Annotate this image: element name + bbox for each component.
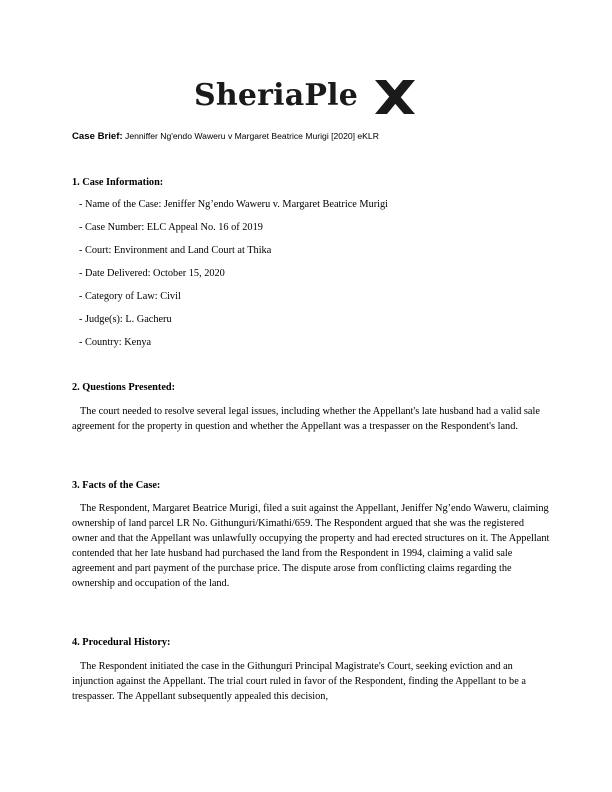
case-brief-line [72, 131, 379, 142]
heading-facts: 3. Facts of the Case: [72, 480, 161, 491]
info-case-number: - Case Number: ELC Appeal No. 16 of 2019 [79, 222, 263, 233]
logo-x-mark [375, 80, 415, 114]
info-country: - Country: Kenya [79, 337, 152, 348]
questions-paragraph: The court needed to resolve several legal issues, including whether the Appellant's late husband had a valid sale agreement for the property in question and whether the Appellant was a trespasser on the Respondent's land. [72, 406, 540, 432]
heading-procedural-history: 4. Procedural History: [72, 637, 171, 648]
info-date-delivered: - Date Delivered: October 15, 2020 [79, 268, 225, 279]
procedural-history-paragraph: The Respondent initiated the case in the Githunguri Principal Magistrate's Court, seeking eviction and an injunction against the Appellant. The trial court ruled in favor of the Respondent, finding the Appellant to be a trespasser. The Appellant subsequently appealed this decision, [72, 661, 526, 702]
case-brief-label: Case Brief: [72, 131, 123, 142]
heading-case-information: 1. Case Information: [72, 177, 164, 188]
facts-paragraph: The Respondent, Margaret Beatrice Murigi, filed a suit against the Appellant, Jeniffer Ng’endo Waweru, claiming ownership of land parcel LR No. Githunguri/Kimathi/659. The Respondent argued that she was the registered owner and that the Appellant was unlawfully occupying the property and had erected structures on it. The Appellant contended that her late husband had purchased the land from the Respondent in 1994, claiming a valid sale agreement and part payment of the purchase price. The dispute arose from conflicting claims regarding the ownership and occupation of the land. [72, 503, 550, 589]
heading-questions-presented: 2. Questions Presented: [72, 382, 176, 393]
info-category: - Category of Law: Civil [79, 291, 181, 302]
case-brief-title: Jenniffer Ng'endo Waweru v Margaret Beatrice Murigi [2020] eKLR [125, 131, 379, 141]
info-court: - Court: Environment and Land Court at Thika [79, 245, 272, 256]
sheriaplex-logo [0, 74, 612, 124]
info-judges: - Judge(s): L. Gacheru [79, 314, 172, 325]
info-case-name: - Name of the Case: Jeniffer Ng’endo Waweru v. Margaret Beatrice Murigi [79, 199, 389, 210]
logo-wordmark: SheriaPle [194, 78, 359, 113]
